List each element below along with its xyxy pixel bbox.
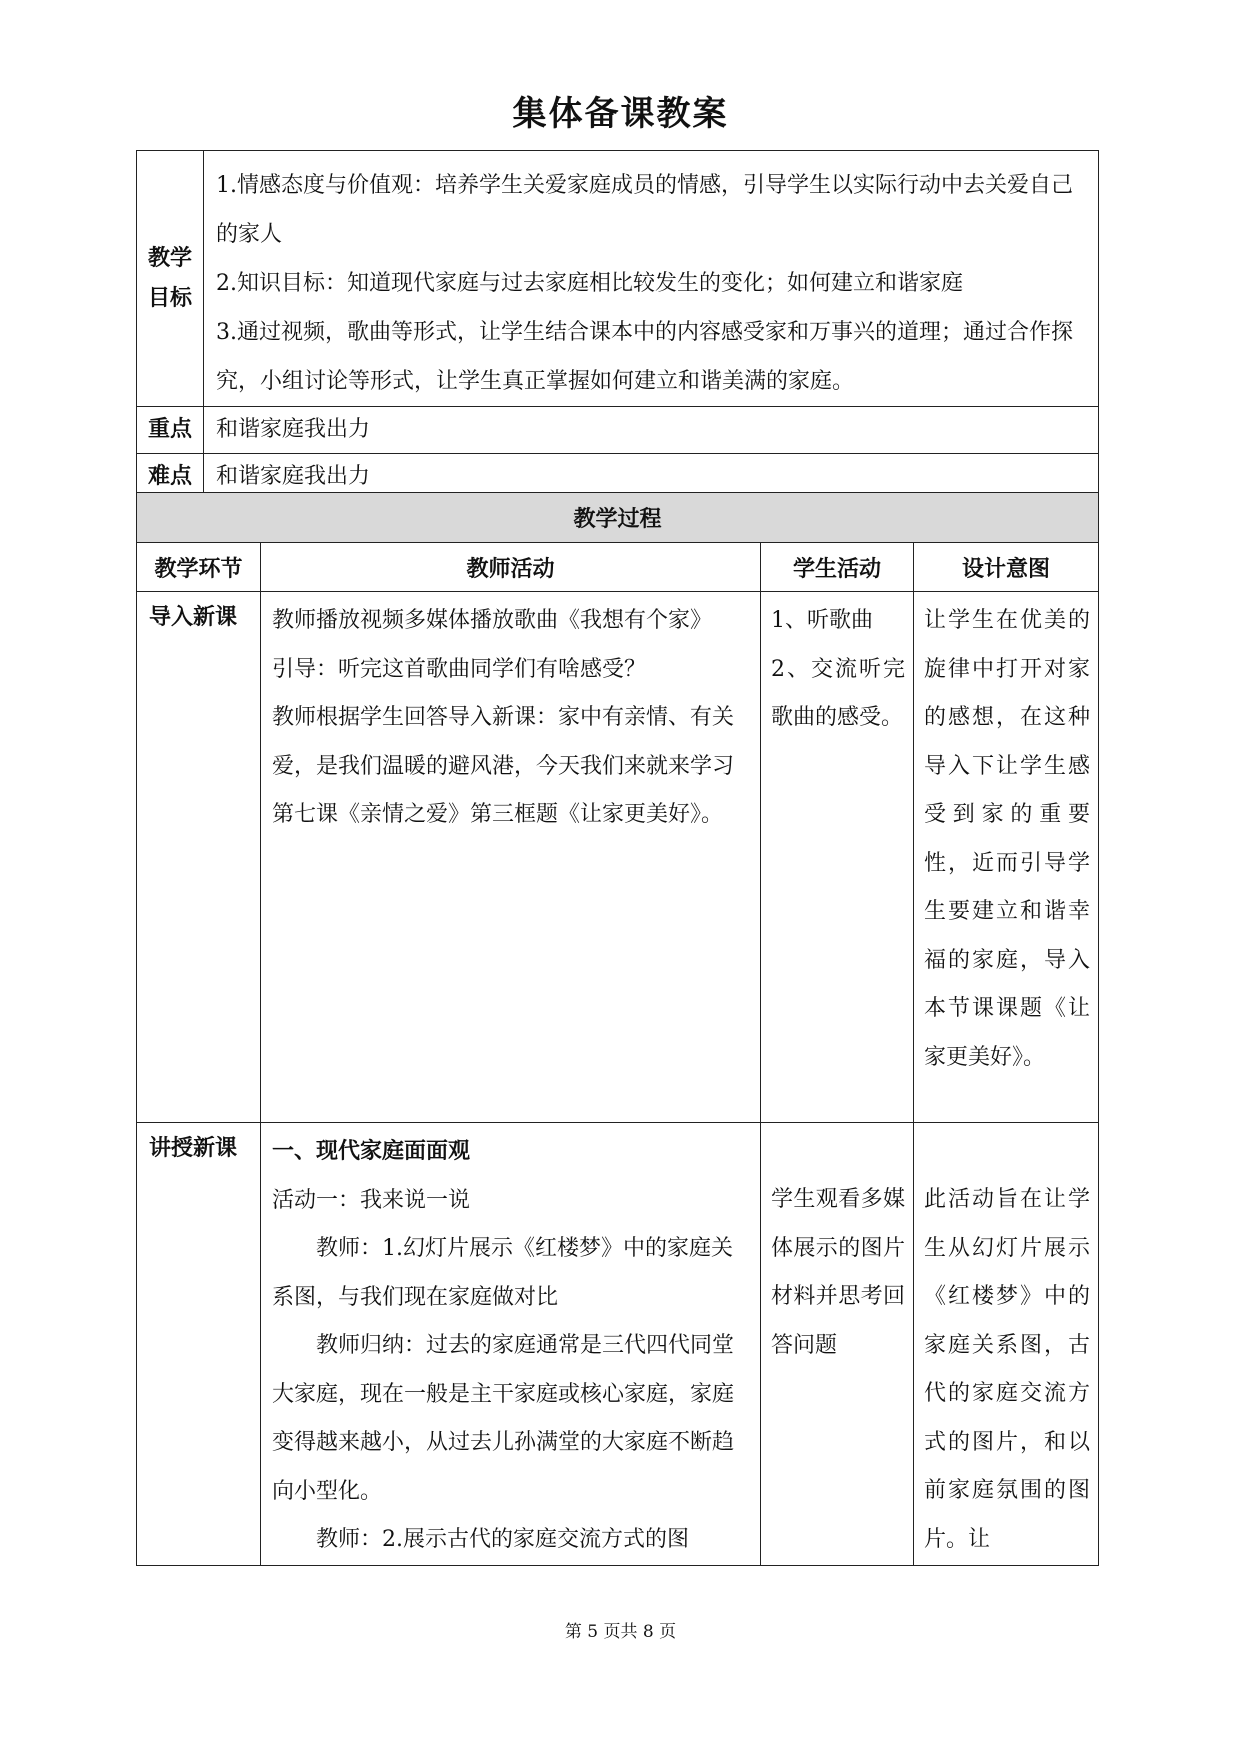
header-student: 学生活动 xyxy=(761,543,914,592)
focus-label: 重点 xyxy=(137,407,204,454)
student-activity-intro: 1、听歌曲 2、交流听完歌曲的感受。 xyxy=(761,592,914,1123)
focus-text: 和谐家庭我出力 xyxy=(204,407,1099,454)
stage-new-lesson: 讲授新课 xyxy=(137,1123,261,1566)
student-activity-new-lesson: 学生观看多媒体展示的图片材料并思考回答问题 xyxy=(761,1123,914,1566)
process-table xyxy=(136,492,1099,1566)
teacher-activity-new-lesson: 一、现代家庭面面观 活动一：我来说一说 教师：1.幻灯片展示《红楼梦》中的家庭关系图，与我们现在家庭做对比 教师归纳：过去的家庭通常是三代四代同堂大家庭，现在一般是主干家庭或核心家庭，家庭变得越来越小，从过去儿孙满堂的大家庭不断趋向小型化。 教师：2.展示古代的家庭交流方式的图 xyxy=(261,1123,761,1566)
difficulty-text: 和谐家庭我出力 xyxy=(204,454,1099,501)
objective-line-3: 3.通过视频，歌曲等形式，让学生结合课本中的内容感受家和万事兴的道理；通过合作探究，小组讨论等形式，让学生真正掌握如何建立和谐美满的家庭。 xyxy=(216,320,1073,394)
page-footer: 第 5 页共 8 页 xyxy=(564,1622,677,1642)
process-title: 教学过程 xyxy=(137,493,1099,543)
table-row xyxy=(137,1123,1099,1566)
header-stage: 教学环节 xyxy=(137,543,261,592)
difficulty-label: 难点 xyxy=(137,454,204,501)
document-title: 集体备课教案 xyxy=(512,94,729,134)
objectives-content xyxy=(204,151,1099,407)
header-intent: 设计意图 xyxy=(914,543,1099,592)
objective-line-1: 1.情感态度与价值观：培养学生关爱家庭成员的情感，引导学生以实际行动中去关爱自己的家人 xyxy=(216,173,1073,247)
objectives-table xyxy=(136,150,1099,501)
stage-intro: 导入新课 xyxy=(137,592,261,1123)
teacher-activity-intro: 教师播放视频多媒体播放歌曲《我想有个家》 引导：听完这首歌曲同学们有啥感受？ 教师根据学生回答导入新课：家中有亲情、有关爱，是我们温暖的避风港，今天我们来就来学习第七课《亲情之爱》第三框题《让家更美好》。 xyxy=(261,592,761,1123)
header-teacher: 教师活动 xyxy=(261,543,761,592)
objectives-label: 教学目标 xyxy=(137,151,204,407)
objective-line-2: 2.知识目标：知道现代家庭与过去家庭相比较发生的变化；如何建立和谐家庭 xyxy=(216,271,963,296)
table-row xyxy=(137,592,1099,1123)
design-intent-intro: 让学生在优美的旋律中打开对家的感想，在这种导入下让学生感受到家的重要性，近而引导学生要建立和谐幸福的家庭，导入本节课课题《让家更美好》。 xyxy=(914,592,1099,1123)
design-intent-new-lesson: 此活动旨在让学生从幻灯片展示《红楼梦》中的家庭关系图，古代的家庭交流方式的图片，和以前家庭氛围的图片。让 xyxy=(914,1123,1099,1566)
